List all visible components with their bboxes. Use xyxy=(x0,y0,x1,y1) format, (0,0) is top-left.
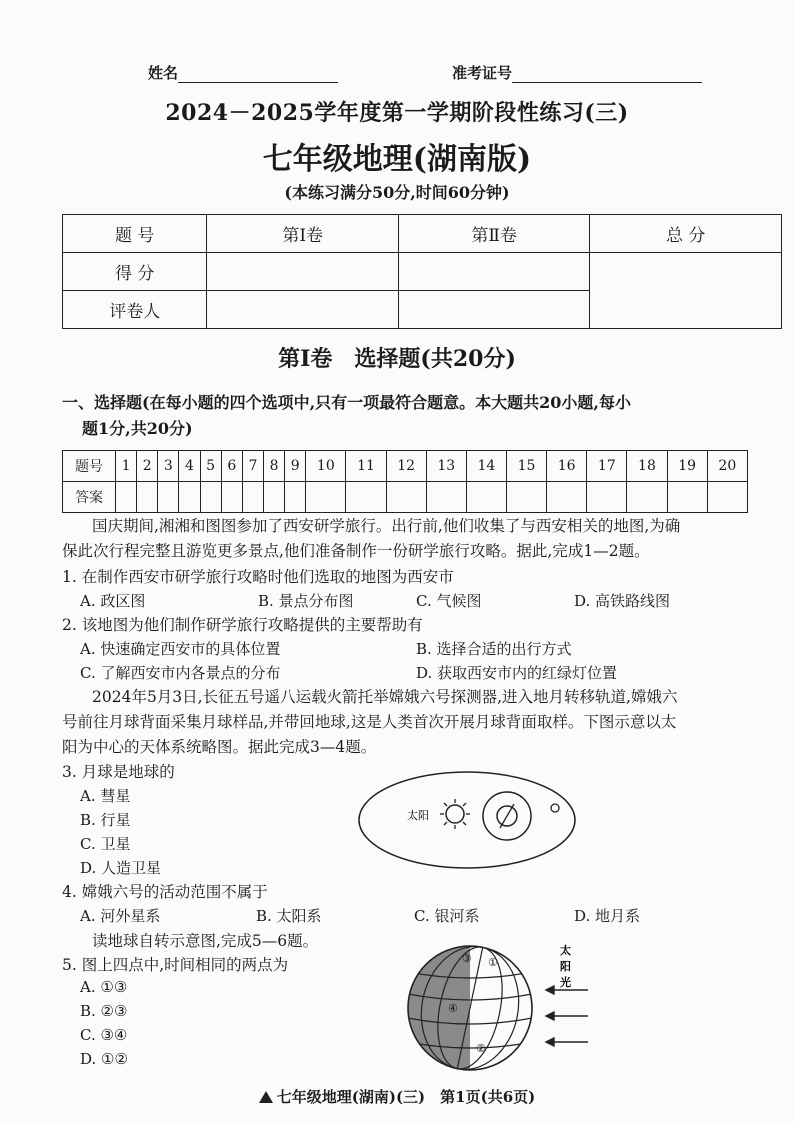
footer-text: 七年级地理(湖南)(三) 第1页(共6页) xyxy=(276,1088,536,1106)
sunlight-arrows-icon xyxy=(546,986,588,1046)
answer-number-6: 6 xyxy=(221,451,242,482)
question-2-stem: 2. 该地图为他们制作研学旅行攻略提供的主要帮助有 xyxy=(62,616,423,634)
question-2-option-b[interactable]: B. 选择合适的出行方式 xyxy=(416,640,572,658)
subject-title: 七年级地理(湖南版) xyxy=(262,142,532,177)
question-2-option-c[interactable]: C. 了解西安市内各景点的分布 xyxy=(80,664,281,682)
answer-cell-13[interactable] xyxy=(426,482,466,513)
answer-cell-16[interactable] xyxy=(547,482,587,513)
question-1-option-b[interactable]: B. 景点分布图 xyxy=(258,592,354,610)
answer-number-8: 8 xyxy=(263,451,284,482)
score-col-part2: 第Ⅱ卷 xyxy=(398,215,590,253)
answer-table-header-answer: 答案 xyxy=(63,482,116,513)
answer-cell-19[interactable] xyxy=(667,482,707,513)
score-col-part1: 第Ⅰ卷 xyxy=(207,215,399,253)
question-3-option-b[interactable]: B. 行星 xyxy=(80,811,131,829)
exam-title: 2024－2025学年度第一学期阶段性练习(三) xyxy=(165,100,629,126)
earth-orbit xyxy=(359,772,575,868)
answer-number-7: 7 xyxy=(242,451,263,482)
question-1-stem: 1. 在制作西安市研学旅行攻略时他们选取的地图为西安市 xyxy=(62,568,454,586)
answer-cell-15[interactable] xyxy=(506,482,546,513)
question-3-option-c[interactable]: C. 卫星 xyxy=(80,835,131,853)
passage-2-line-1: 2024年5月3日,长征五号遥八运载火箭托举嫦娥六号探测器,进入地月转移轨道,嫦娥六 xyxy=(92,688,678,706)
answer-table-header-number: 题号 xyxy=(63,451,116,482)
name-label: 姓名 xyxy=(148,64,179,82)
answer-number-20: 20 xyxy=(707,451,747,482)
question-5-stem: 5. 图上四点中,时间相同的两点为 xyxy=(62,956,289,974)
answer-number-9: 9 xyxy=(285,451,306,482)
instruction-line-2: 题1分,共20分) xyxy=(82,419,193,438)
answer-number-12: 12 xyxy=(386,451,426,482)
passage-3-line-1: 读地球自转示意图,完成5—6题。 xyxy=(92,932,319,950)
answer-number-5: 5 xyxy=(200,451,221,482)
score-row-grader: 评卷人 xyxy=(63,291,207,329)
answer-number-17: 17 xyxy=(587,451,627,482)
question-4-stem: 4. 嫦娥六号的活动范围不属于 xyxy=(62,883,268,901)
answer-cell-20[interactable] xyxy=(707,482,747,513)
answer-number-4: 4 xyxy=(179,451,200,482)
svg-text:太: 太 xyxy=(560,944,571,957)
svg-text:光: 光 xyxy=(560,976,571,989)
question-5-option-b[interactable]: B. ②③ xyxy=(80,1002,128,1020)
exam-id-input-line[interactable] xyxy=(512,68,702,83)
answer-cell-11[interactable] xyxy=(346,482,386,513)
answer-cell-8[interactable] xyxy=(263,482,284,513)
name-input-line[interactable] xyxy=(178,68,338,83)
question-5-option-d[interactable]: D. ①② xyxy=(80,1050,128,1068)
point-4-label: ④ xyxy=(448,1002,458,1015)
answer-cell-7[interactable] xyxy=(242,482,263,513)
name-field xyxy=(148,62,338,83)
passage-2-line-2: 号前往月球背面采集月球样品,并带回地球,这是人类首次开展月球背面取样。下图示意以太 xyxy=(62,713,677,731)
answer-number-15: 15 xyxy=(506,451,546,482)
question-3-option-d[interactable]: D. 人造卫星 xyxy=(80,859,162,877)
answer-cell-2[interactable] xyxy=(137,482,158,513)
score-table xyxy=(62,214,782,329)
answer-number-1: 1 xyxy=(116,451,137,482)
answer-number-13: 13 xyxy=(426,451,466,482)
answer-number-18: 18 xyxy=(627,451,667,482)
grader-cell-part2[interactable] xyxy=(398,291,590,329)
page-footer xyxy=(0,1086,794,1107)
answer-number-11: 11 xyxy=(346,451,386,482)
question-4-option-d[interactable]: D. 地月系 xyxy=(574,907,641,925)
score-col-total: 总 分 xyxy=(590,215,782,253)
question-1-option-a[interactable]: A. 政区图 xyxy=(80,592,146,610)
grader-cell-part1[interactable] xyxy=(207,291,399,329)
instruction-line-1: 一、选择题(在每小题的四个选项中,只有一项最符合题意。本大题共20小题,每小 xyxy=(62,393,631,412)
solar-system-diagram xyxy=(355,768,585,878)
answer-number-16: 16 xyxy=(547,451,587,482)
point-3-label: ③ xyxy=(462,952,472,965)
answer-cell-5[interactable] xyxy=(200,482,221,513)
answer-cell-14[interactable] xyxy=(466,482,506,513)
sun-label: 太阳 xyxy=(407,809,429,822)
earth-rotation-diagram xyxy=(400,932,600,1082)
section-title: 第Ⅰ卷 选择题(共20分) xyxy=(278,346,516,372)
moon-icon xyxy=(551,804,559,812)
exam-note: (本练习满分50分,时间60分钟) xyxy=(284,183,510,202)
earth-icon xyxy=(497,804,517,828)
question-4-option-c[interactable]: C. 银河系 xyxy=(414,907,480,925)
question-3-option-a[interactable]: A. 彗星 xyxy=(80,787,131,805)
answer-number-10: 10 xyxy=(306,451,346,482)
answer-number-19: 19 xyxy=(667,451,707,482)
score-cell-total[interactable] xyxy=(590,253,782,329)
exam-id-field xyxy=(452,62,702,83)
answer-cell-9[interactable] xyxy=(285,482,306,513)
answer-cell-1[interactable] xyxy=(116,482,137,513)
point-2-label: ② xyxy=(476,1042,486,1055)
point-1-label: ① xyxy=(488,956,498,969)
answer-table xyxy=(62,450,748,513)
answer-number-14: 14 xyxy=(466,451,506,482)
answer-cell-6[interactable] xyxy=(221,482,242,513)
score-row-score: 得 分 xyxy=(63,253,207,291)
score-cell-part2[interactable] xyxy=(398,253,590,291)
score-cell-part1[interactable] xyxy=(207,253,399,291)
answer-number-3: 3 xyxy=(158,451,179,482)
sunlight-label xyxy=(560,943,571,989)
publisher-logo-icon xyxy=(259,1091,273,1103)
passage-2-line-3: 阳为中心的天体系统略图。据此完成3—4题。 xyxy=(62,738,377,756)
question-1-option-d[interactable]: D. 高铁路线图 xyxy=(574,592,671,610)
exam-id-label: 准考证号 xyxy=(452,64,513,82)
question-4-option-a[interactable]: A. 河外星系 xyxy=(80,907,161,925)
score-col-question: 题 号 xyxy=(63,215,207,253)
question-2-option-d[interactable]: D. 获取西安市内的红绿灯位置 xyxy=(416,664,618,682)
passage-1-line-1: 国庆期间,湘湘和图图参加了西安研学旅行。出行前,他们收集了与西安相关的地图,为确 xyxy=(92,517,681,535)
svg-text:阳: 阳 xyxy=(560,960,571,973)
answer-cell-18[interactable] xyxy=(627,482,667,513)
sun-icon xyxy=(440,799,470,829)
question-5-option-a[interactable]: A. ①③ xyxy=(80,978,128,996)
question-1-option-c[interactable]: C. 气候图 xyxy=(416,592,482,610)
question-2-option-a[interactable]: A. 快速确定西安市的具体位置 xyxy=(80,640,281,658)
answer-cell-10[interactable] xyxy=(306,482,346,513)
answer-cell-17[interactable] xyxy=(587,482,627,513)
question-3-stem: 3. 月球是地球的 xyxy=(62,763,175,781)
answer-cell-12[interactable] xyxy=(386,482,426,513)
passage-1-line-2: 保此次行程完整且游览更多景点,他们准备制作一份研学旅行攻略。据此,完成1—2题。 xyxy=(62,542,650,560)
question-5-option-c[interactable]: C. ③④ xyxy=(80,1026,128,1044)
answer-cell-4[interactable] xyxy=(179,482,200,513)
question-4-option-b[interactable]: B. 太阳系 xyxy=(256,907,322,925)
answer-number-2: 2 xyxy=(137,451,158,482)
answer-cell-3[interactable] xyxy=(158,482,179,513)
